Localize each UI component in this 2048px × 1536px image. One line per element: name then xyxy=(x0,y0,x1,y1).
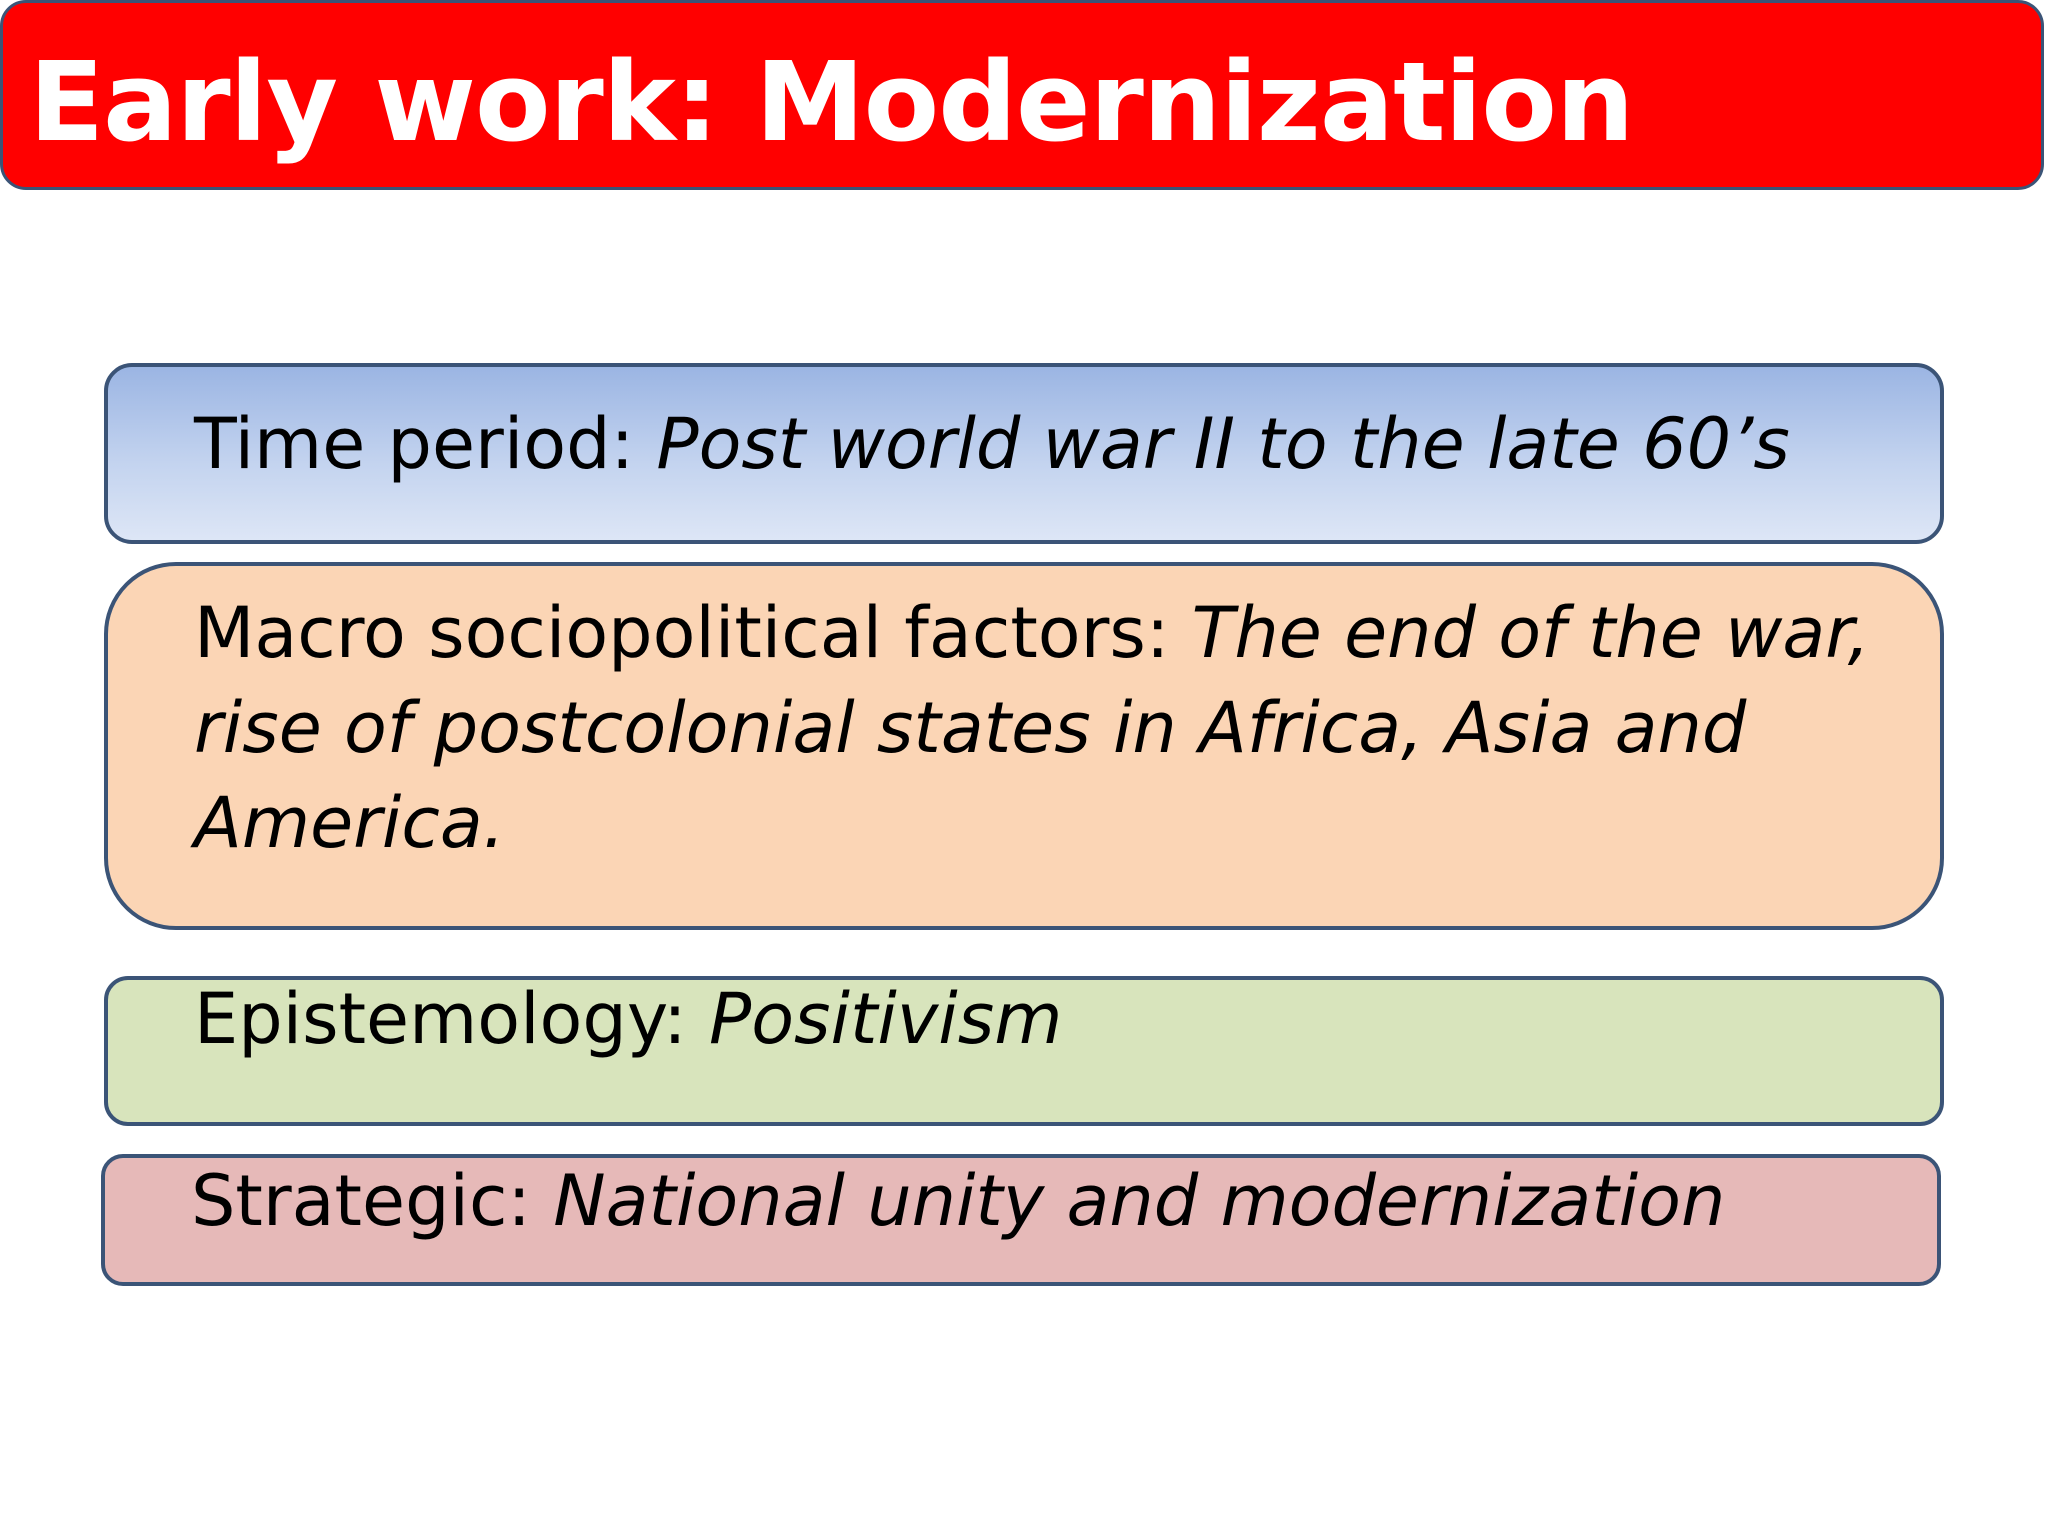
strategic-box xyxy=(101,1154,1941,1286)
macro-factors-text xyxy=(194,586,1880,871)
strategic-value: National unity and modernization xyxy=(553,1160,1726,1242)
time-period-label: Time period: xyxy=(194,403,657,485)
slide-title: Early work: Modernization xyxy=(29,38,1634,166)
epistemology-label: Epistemology: xyxy=(194,978,709,1060)
time-period-box xyxy=(104,363,1944,544)
epistemology-value: Positivism xyxy=(709,978,1063,1060)
strategic-text xyxy=(191,1154,1877,1249)
macro-factors-box xyxy=(104,562,1944,930)
time-period-text xyxy=(194,397,1880,492)
epistemology-text xyxy=(194,972,1880,1067)
macro-factors-label: Macro sociopolitical factors: xyxy=(194,592,1192,674)
macro-factors-value: The end of the war, rise of postcolonial states in Africa, Asia and America. xyxy=(194,592,1870,864)
title-banner xyxy=(0,0,2044,190)
time-period-value: Post world war II to the late 60’s xyxy=(656,403,1790,485)
epistemology-box xyxy=(104,976,1944,1126)
strategic-label: Strategic: xyxy=(191,1160,554,1242)
